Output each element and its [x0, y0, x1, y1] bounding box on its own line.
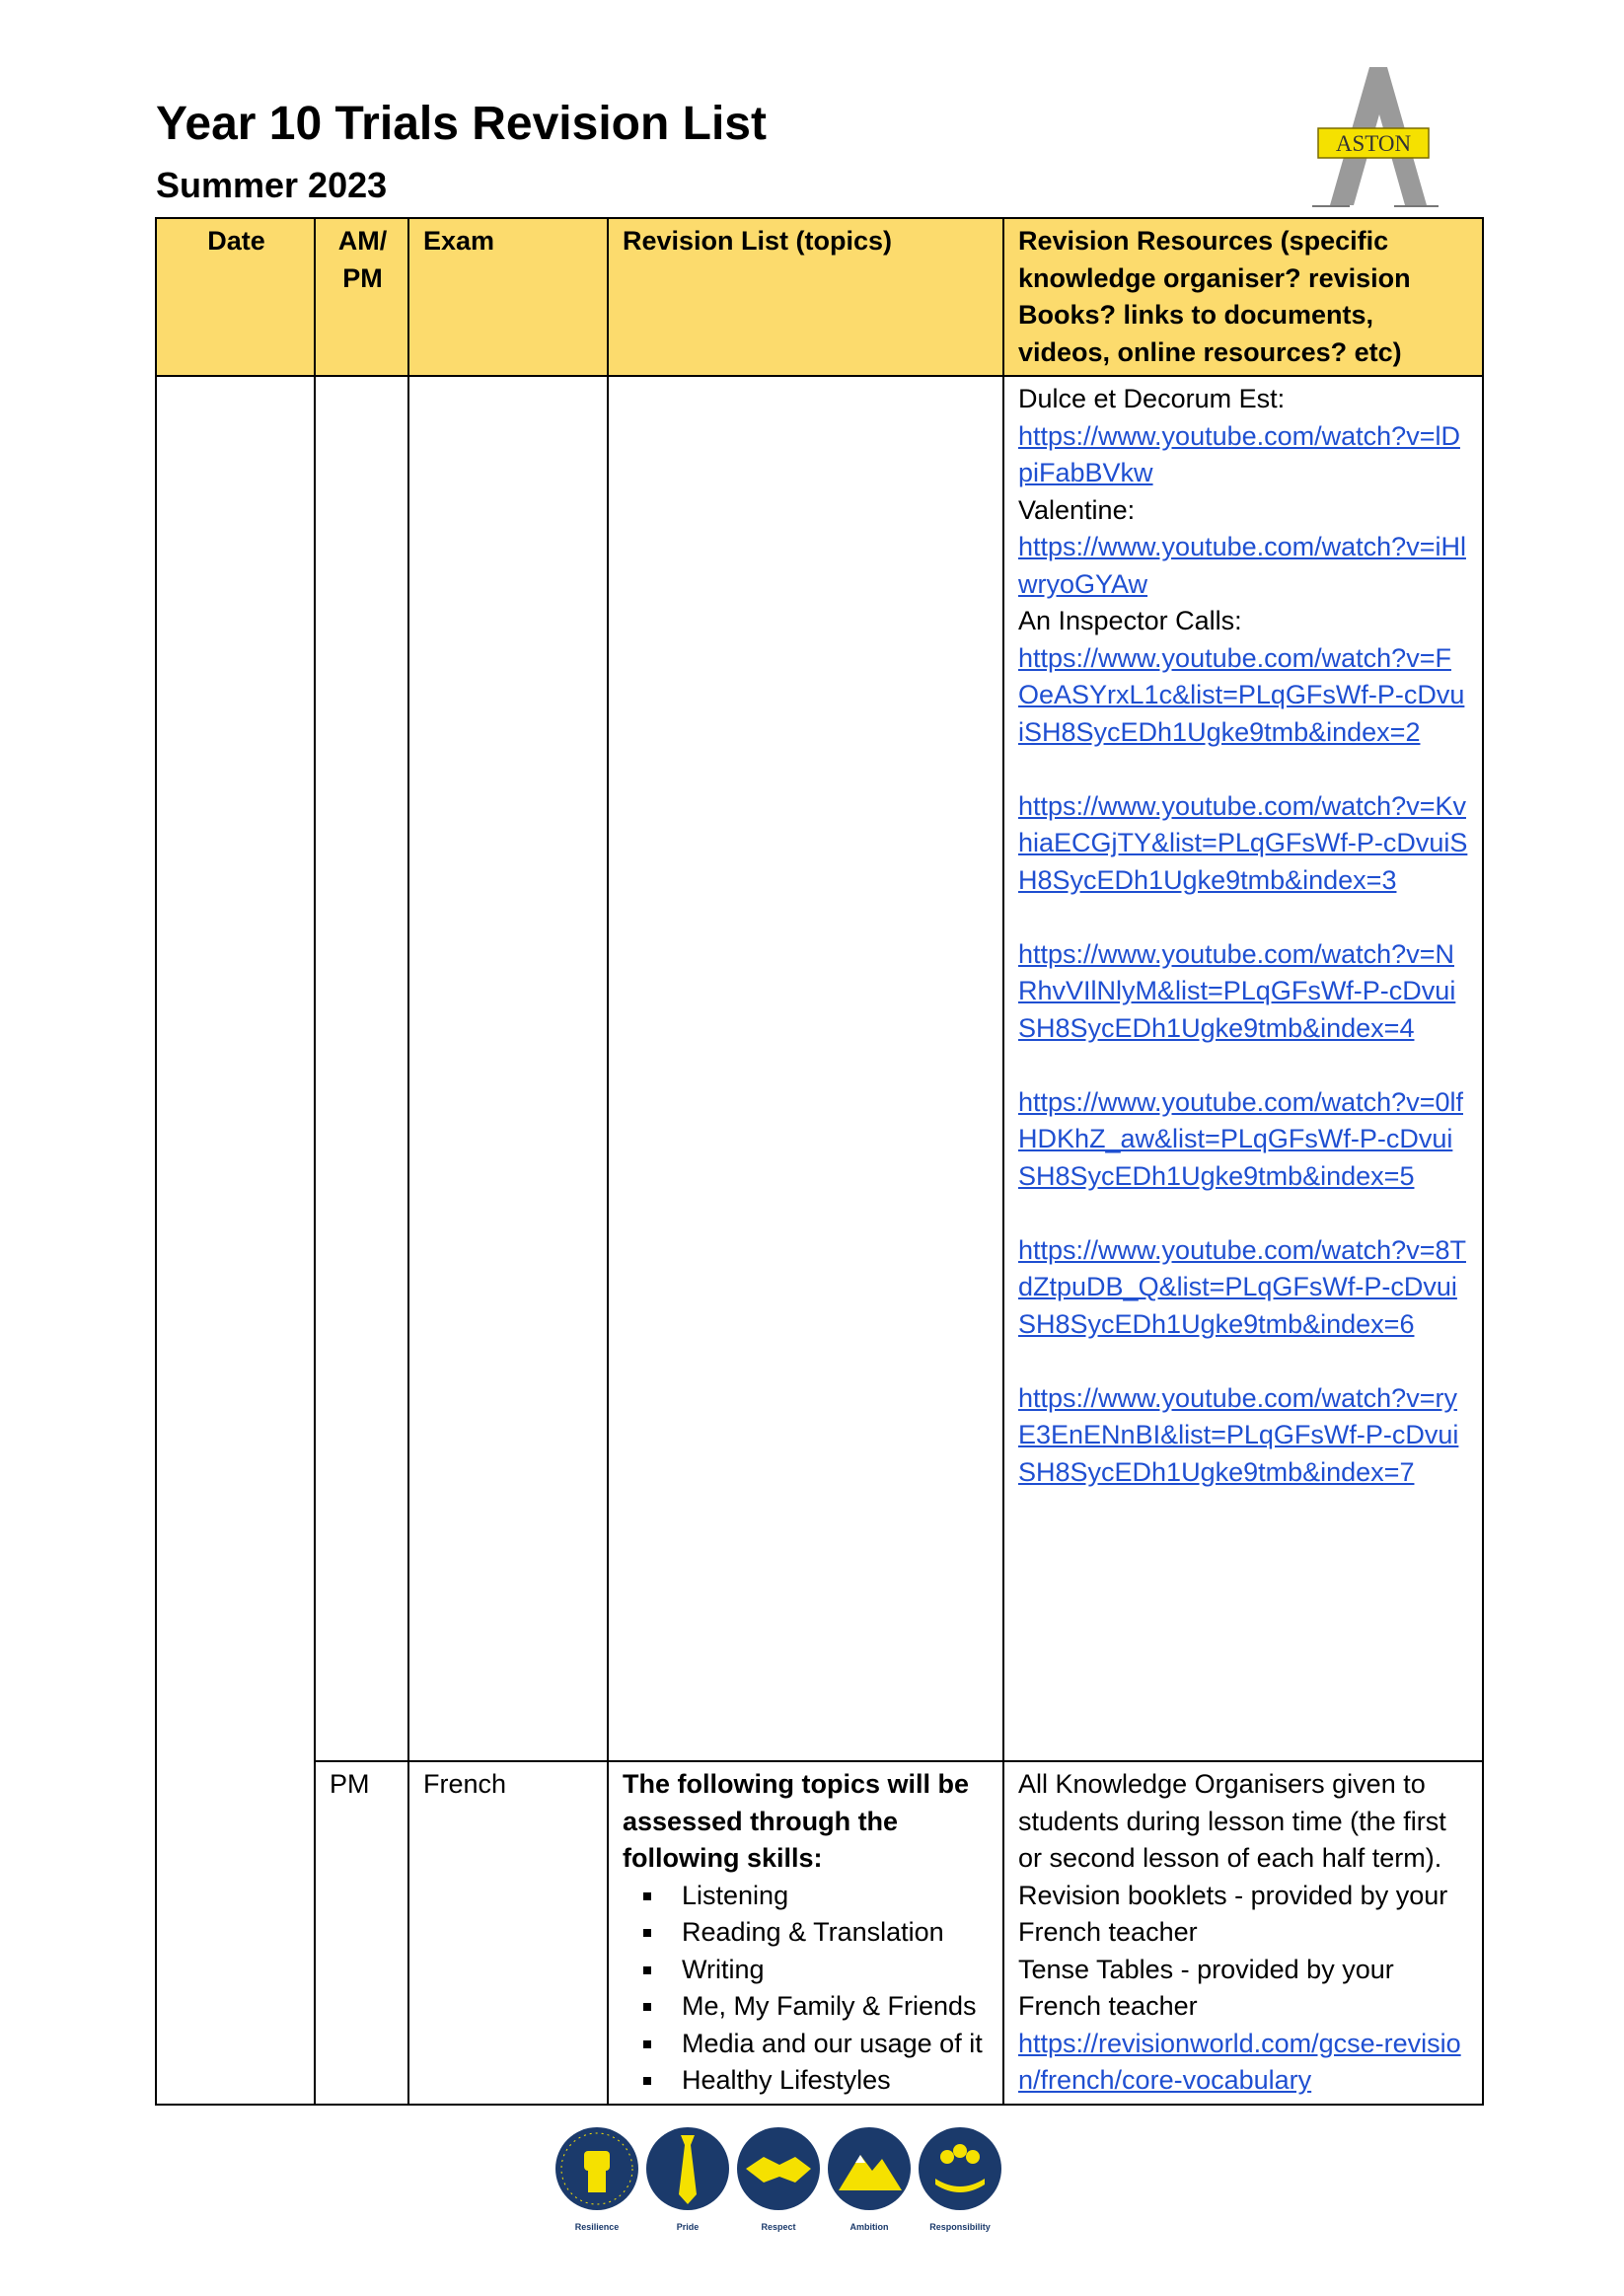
revisionworld-link[interactable]: https://revisionworld.com/gcse-revision/french/core-vocabulary [1018, 2028, 1461, 2095]
list-item: Healthy Lifestyles [667, 2062, 991, 2100]
list-item: Media and our usage of it [667, 2026, 991, 2063]
aston-logo [1310, 67, 1439, 207]
mountain-icon [828, 2127, 911, 2210]
ampm-cell [315, 376, 408, 1761]
valentine-label: Valentine: [1018, 494, 1136, 525]
dulce-label: Dulce et Decorum Est: [1018, 384, 1286, 413]
value-label-responsibility: Responsibility [929, 2222, 991, 2232]
inspector-video-link-6[interactable]: https://www.youtube.com/watch?v=8TdZtpuDB_Q&list=PLqGFsWf-P-cDvuiSH8SycEDh1Ugke9tmb&index=6 [1018, 1234, 1466, 1339]
inspector-video-link-5[interactable]: https://www.youtube.com/watch?v=0lfHDKhZ_aw&list=PLqGFsWf-P-cDvuiSH8SycEDh1Ugke9tmb&index=5 [1018, 1086, 1463, 1191]
table-row [156, 1761, 1483, 2105]
topics-cell [608, 1761, 1003, 2105]
header-date: Date [156, 218, 315, 376]
topics-cell [608, 376, 1003, 1761]
header-exam: Exam [408, 218, 608, 376]
header-topics: Revision List (topics) [608, 218, 1003, 376]
list-item: Me, My Family & Friends [667, 1988, 991, 2026]
exam-cell [408, 376, 608, 1761]
inspector-video-link-3[interactable]: https://www.youtube.com/watch?v=KvhiaECGjTY&list=PLqGFsWf-P-cDvuiSH8SycEDh1Ugke9tmb&index=3 [1018, 790, 1468, 895]
valentine-video-link[interactable]: https://www.youtube.com/watch?v=iHlwryoGYAw [1018, 532, 1466, 599]
inspector-video-link-2[interactable]: https://www.youtube.com/watch?v=FOeASYrxL1c&list=PLqGFsWf-P-cDvuiSH8SycEDh1Ugke9tmb&index=2 [1018, 642, 1465, 747]
resources-text: All Knowledge Organisers given to students during lesson time (the first or second lesson of each half term). [1018, 1769, 1446, 1873]
revision-table [155, 217, 1484, 2106]
header-resources: Revision Resources (specific knowledge organiser? revision Books? links to documents, videos, online resources? etc) [1003, 218, 1483, 376]
resources-text: Revision booklets - provided by your French teacher [1018, 1880, 1448, 1947]
topics-list [623, 1878, 991, 2100]
list-item: Listening [667, 1878, 991, 1915]
fist-icon [555, 2127, 638, 2210]
value-label-respect: Respect [761, 2222, 796, 2232]
list-item: Writing [667, 1952, 991, 1989]
handshake-icon [737, 2127, 820, 2210]
inspector-label: An Inspector Calls: [1018, 606, 1242, 635]
resources-text: Tense Tables - provided by your French teacher [1018, 1954, 1394, 2021]
value-label-resilience: Resilience [574, 2222, 620, 2232]
resources-cell [1003, 1761, 1483, 2105]
topics-heading: The following topics will be assessed through the following skills: [623, 1769, 969, 1873]
people-care-icon [919, 2127, 1001, 2210]
resources-cell [1003, 376, 1483, 1761]
table-header-row [156, 218, 1483, 376]
page-subtitle: Summer 2023 [156, 165, 388, 205]
value-label-ambition: Ambition [849, 2222, 889, 2232]
tie-icon [646, 2127, 729, 2210]
ampm-cell: PM [315, 1761, 408, 2105]
page-title: Year 10 Trials Revision List [156, 98, 767, 150]
inspector-video-link-4[interactable]: https://www.youtube.com/watch?v=NRhvVIlNlyM&list=PLqGFsWf-P-cDvuiSH8SycEDh1Ugke9tmb&index=4 [1018, 938, 1456, 1043]
logo-text: ASTON [1335, 131, 1412, 156]
exam-cell: French [408, 1761, 608, 2105]
table-row [156, 376, 1483, 1761]
date-cell [156, 376, 315, 2105]
list-item: Reading & Translation [667, 1914, 991, 1952]
dulce-video-link[interactable]: https://www.youtube.com/watch?v=lDpiFabBVkw [1018, 420, 1460, 487]
value-label-pride: Pride [676, 2222, 700, 2232]
inspector-video-link-7[interactable]: https://www.youtube.com/watch?v=ryE3EnENnBI&list=PLqGFsWf-P-cDvuiSH8SycEDh1Ugke9tmb&index=7 [1018, 1382, 1459, 1487]
school-values-banner [553, 2121, 1016, 2240]
header-ampm: AM/ PM [315, 218, 408, 376]
